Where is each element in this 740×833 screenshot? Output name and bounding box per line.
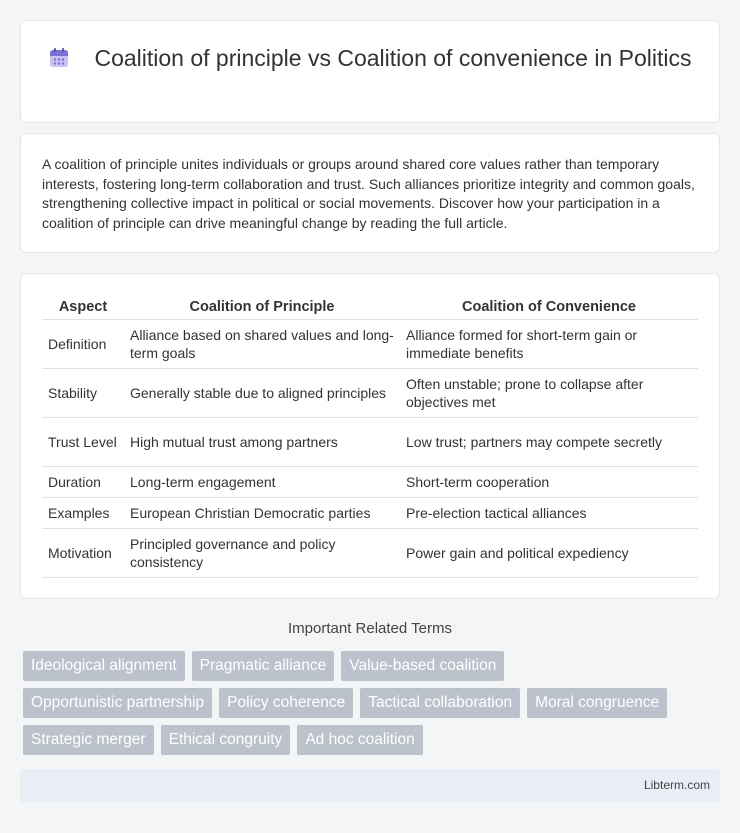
tag-row — [23, 688, 723, 718]
cell-principle: Principled governance and policy consistency — [124, 528, 400, 577]
related-term-tag[interactable]: Ethical congruity — [161, 725, 291, 755]
related-term-tag[interactable]: Policy coherence — [219, 688, 353, 718]
header-convenience: Coalition of Convenience — [400, 296, 698, 319]
tag-row — [23, 651, 723, 681]
cell-principle: Long-term engagement — [124, 466, 400, 497]
related-term-tag[interactable]: Opportunistic partnership — [23, 688, 212, 718]
cell-convenience: Often unstable; prone to collapse after objectives met — [400, 368, 698, 417]
cell-principle: Alliance based on shared values and long-term goals — [124, 319, 400, 368]
calendar-icon — [48, 47, 70, 69]
cell-convenience: Alliance formed for short-term gain or immediate benefits — [400, 319, 698, 368]
cell-convenience: Pre-election tactical alliances — [400, 497, 698, 528]
cell-aspect: Definition — [42, 319, 124, 368]
page-title-wrap — [21, 44, 719, 73]
page-title: Coalition of principle vs Coalition of convenience in Politics — [94, 45, 692, 71]
footer — [20, 769, 720, 802]
comparison-card — [20, 273, 720, 599]
cell-principle: Generally stable due to aligned principles — [124, 368, 400, 417]
cell-aspect: Trust Level — [42, 417, 124, 466]
cell-convenience: Short-term cooperation — [400, 466, 698, 497]
cell-aspect: Examples — [42, 497, 124, 528]
related-term-tag[interactable]: Moral congruence — [527, 688, 667, 718]
related-term-tag[interactable]: Ad hoc coalition — [297, 725, 422, 755]
table-row — [42, 466, 698, 497]
table-row — [42, 497, 698, 528]
cell-convenience: Power gain and political expediency — [400, 528, 698, 577]
intro-text: A coalition of principle unites individuals or groups around shared core values rather than temporary interests, fostering long-term collaboration and trust. Such alliances prioritize integrity and common goals, strengthening collective impact in political or social movements. Discover how your participation in a coalition of principle can drive meaningful change by reading the full article. — [42, 156, 695, 231]
cell-aspect: Motivation — [42, 528, 124, 577]
cell-principle: High mutual trust among partners — [124, 417, 400, 466]
cell-aspect: Duration — [42, 466, 124, 497]
table-header-row — [42, 296, 698, 319]
cell-principle: European Christian Democratic parties — [124, 497, 400, 528]
header-aspect: Aspect — [42, 296, 124, 319]
related-term-tag[interactable]: Tactical collaboration — [360, 688, 520, 718]
related-terms-title: Important Related Terms — [288, 620, 452, 637]
table-row — [42, 319, 698, 368]
related-term-tag[interactable]: Pragmatic alliance — [192, 651, 335, 681]
tag-row — [23, 725, 723, 755]
table-row — [42, 417, 698, 466]
cell-convenience: Low trust; partners may compete secretly — [400, 417, 698, 466]
intro-card — [20, 133, 720, 253]
related-term-tag[interactable]: Ideological alignment — [23, 651, 185, 681]
header-principle: Coalition of Principle — [124, 296, 400, 319]
related-term-tag[interactable]: Value-based coalition — [341, 651, 504, 681]
footer-site-link[interactable]: Libterm.com — [643, 778, 710, 792]
table-row — [42, 528, 698, 577]
cell-aspect: Stability — [42, 368, 124, 417]
table-row — [42, 368, 698, 417]
related-term-tag[interactable]: Strategic merger — [23, 725, 154, 755]
comparison-table — [42, 296, 698, 578]
header-card — [20, 20, 720, 123]
related-terms-list — [23, 651, 723, 762]
